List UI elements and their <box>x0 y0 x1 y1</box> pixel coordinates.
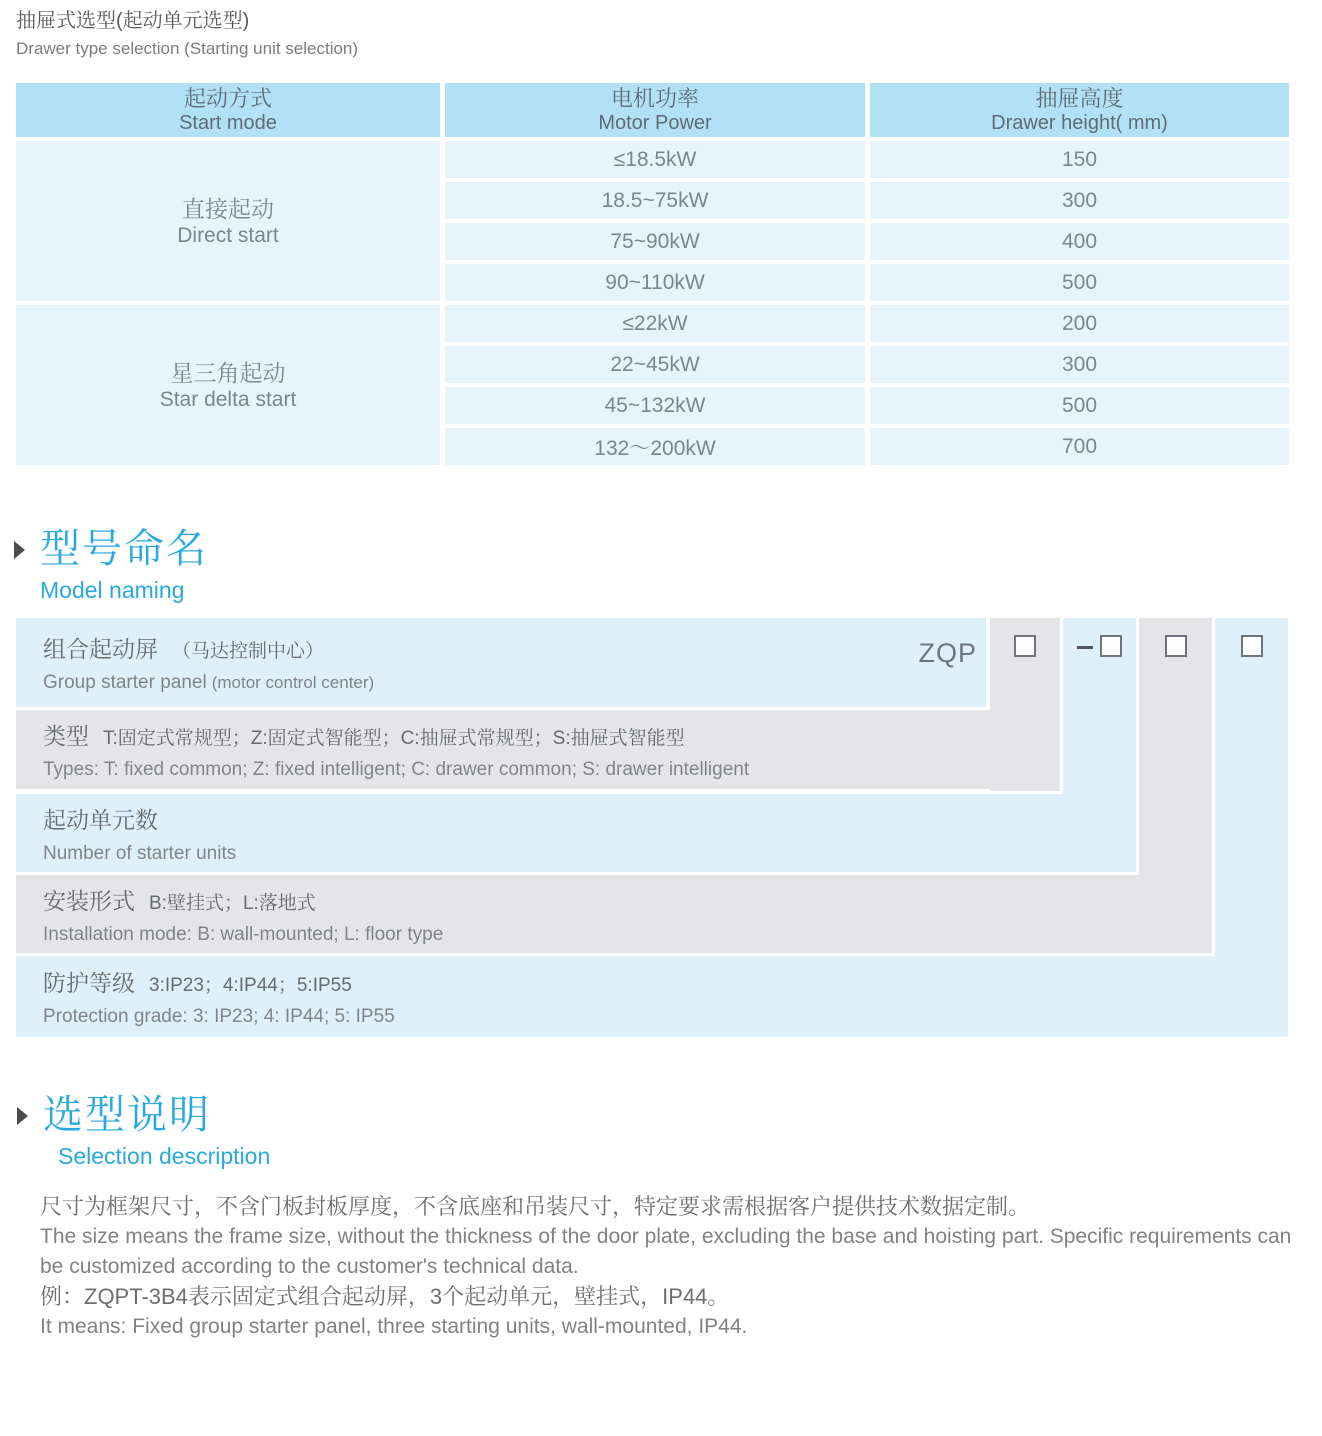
col-header-en: Start mode <box>179 111 277 134</box>
row-label-en: Protection grade: 3: IP23; 4: IP44; 5: IP55 <box>43 1006 395 1027</box>
height-cell: 200 <box>870 305 1289 342</box>
mode-en: Direct start <box>177 223 279 247</box>
example-line-zh: 例：ZQPT-3B4表示固定式组合起动屏，3个起动单元，壁挂式，IP44。 <box>40 1284 730 1309</box>
mode-zh: 星三角起动 <box>170 359 286 386</box>
col-header-zh: 起动方式 <box>183 85 272 111</box>
page-title-zh: 抽屉式选型(起动单元选型) <box>16 10 250 32</box>
row-label-en: Number of starter units <box>43 842 237 864</box>
section-marker-icon <box>17 1107 28 1125</box>
section-marker-icon <box>14 541 25 559</box>
mode-cell-direct-start <box>16 141 440 301</box>
row-label-en: Types: T: fixed common; Z: fixed intelligent; C: drawer common; S: drawer intelligent <box>43 759 750 780</box>
hyphen-mark-icon <box>1077 646 1093 649</box>
col-header-en: Motor Power <box>598 111 712 134</box>
height-cell: 300 <box>870 346 1289 383</box>
section-title-en: Selection description <box>58 1143 271 1169</box>
row-label-zh: 组合起动屏 <box>43 636 158 662</box>
model-code-slot-2 <box>1063 618 1136 872</box>
power-cell: 90~110kW <box>445 264 865 301</box>
height-cell: 300 <box>870 182 1289 219</box>
page-title <box>16 6 358 62</box>
model-naming-diagram <box>16 618 1288 1037</box>
selection-description-heading <box>17 1092 270 1170</box>
height-cell: 500 <box>870 387 1289 424</box>
col-header-drawer-height <box>870 83 1289 137</box>
mode-en: Star delta start <box>159 387 297 411</box>
page-title-en: Drawer type selection (Starting unit selection) <box>16 39 359 58</box>
col-header-zh: 电机功率 <box>610 85 699 111</box>
section-title-zh: 型号命名 <box>40 527 208 571</box>
col-header-zh: 抽屉高度 <box>1035 85 1124 111</box>
height-cell: 700 <box>870 428 1289 465</box>
row-label-zh: 类型 <box>43 723 89 749</box>
mode-cell-star-delta-start <box>16 305 440 465</box>
power-cell: ≤22kW <box>445 305 865 342</box>
row-label-zh: 起动单元数 <box>43 806 158 833</box>
col-header-start-mode <box>16 83 440 137</box>
naming-row-group-starter-panel <box>16 618 986 707</box>
height-cell: 150 <box>870 141 1289 178</box>
code-slot-box-icon <box>1165 635 1187 657</box>
drawer-selection-table <box>16 83 1289 465</box>
power-cell: 45~132kW <box>445 387 865 424</box>
model-prefix: ZQP <box>918 638 977 668</box>
power-cell: 22~45kW <box>445 346 865 383</box>
naming-row-types <box>16 710 1060 789</box>
description-line-zh: 尺寸为框架尺寸，不含门板封板厚度，不含底座和吊装尺寸，特定要求需根据客户提供技术数据定制。 <box>40 1194 1031 1219</box>
model-code-slot-3 <box>1139 618 1212 953</box>
row-detail-zh: 3:IP23；4:IP44；5:IP55 <box>149 975 352 996</box>
power-cell: ≤18.5kW <box>445 141 865 178</box>
power-cell: 132～200kW <box>445 428 865 465</box>
row-label-zh: 防护等级 <box>43 970 135 996</box>
naming-row-starter-units <box>16 794 1136 872</box>
model-code-slot-4 <box>1215 618 1288 1037</box>
code-slot-box-icon <box>1241 635 1263 657</box>
naming-row-protection-grade <box>16 956 1288 1037</box>
row-label-en: Group starter panel <box>43 672 207 693</box>
naming-row-installation-mode <box>16 875 1212 953</box>
row-label-en: Installation mode: B: wall-mounted; L: floor type <box>43 923 444 945</box>
height-cell: 400 <box>870 223 1289 260</box>
row-detail-zh: （马达控制中心） <box>172 641 325 662</box>
mode-zh: 直接起动 <box>182 195 274 222</box>
row-detail-zh: B:壁挂式；L:落地式 <box>149 892 316 914</box>
code-slot-box-icon <box>1014 635 1036 657</box>
col-header-en: Drawer height( mm) <box>991 111 1168 134</box>
power-cell: 18.5~75kW <box>445 182 865 219</box>
row-detail-en: (motor control center) <box>211 673 375 692</box>
selection-description-text <box>40 1192 1294 1342</box>
section-title-zh: 选型说明 <box>43 1093 211 1137</box>
example-line-en: It means: Fixed group starter panel, three starting units, wall-mounted, IP44. <box>40 1315 748 1338</box>
code-slot-box-icon <box>1100 635 1122 657</box>
row-label-zh: 安装形式 <box>43 887 135 914</box>
height-cell: 500 <box>870 264 1289 301</box>
description-line-en: The size means the frame size, without the thickness of the door plate, excluding the base and hoisting part. Specific requirements can be customized according to the customer's technical data. <box>40 1225 1292 1278</box>
col-header-motor-power <box>445 83 865 137</box>
section-title-en: Model naming <box>40 577 185 603</box>
power-cell: 75~90kW <box>445 223 865 260</box>
model-code-slot-1 <box>990 618 1060 791</box>
row-detail-zh: T:固定式常规型；Z:固定式智能型；C:抽屉式常规型；S:抽屉式智能型 <box>103 728 685 749</box>
model-naming-heading <box>14 526 208 604</box>
